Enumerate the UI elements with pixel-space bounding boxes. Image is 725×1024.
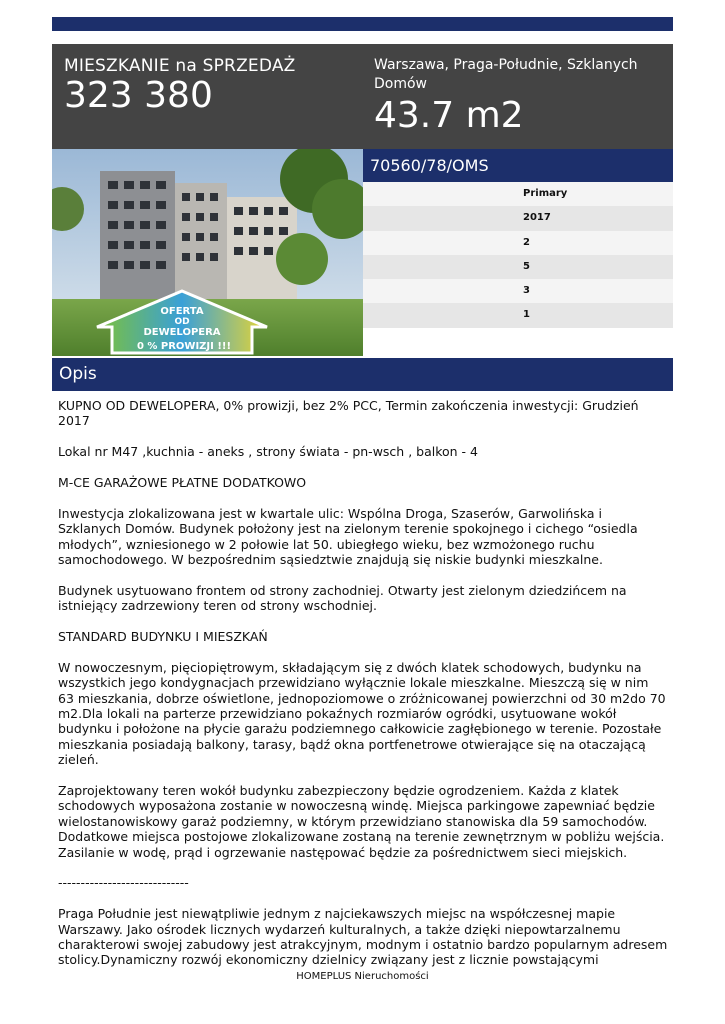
header-left — [64, 56, 354, 116]
listing-price: 323 380 — [64, 75, 213, 116]
description-heading-label: Opis — [59, 364, 97, 384]
badge-line2: OD — [174, 317, 190, 327]
description-paragraph: W nowoczesnym, pięciopiętrowym, składającym się z dwóch klatek schodowych, budynku na wszystkich jego kondygnacjach przewidziano wyłącznie lokale mieszkalne. Mieszczą się w nim 63 mieszkania, dobrze oświetlone, jednopoziomowe o zróżnicowanej powierzchni od 30 m2do 70 m2.Dla lokali na parterze przewidziano pokaźnych rozmiarów ogródki, usytuowane wokół budynku i położone na płycie garażu podziemnego całkowicie zagłębionego w terenie. Pozostałe mieszkania posiadają balkony, tarasy, bądź okna portfenetrowe otwierające się na otaczającą zieleń. — [58, 659, 666, 768]
badge-line1: OFERTA — [160, 306, 204, 317]
description-paragraph: M-CE GARAŻOWE PŁATNE DODATKOWO — [58, 475, 307, 490]
detail-row: 3 — [363, 279, 673, 303]
description-heading — [52, 358, 673, 391]
listing-details — [363, 149, 673, 328]
detail-row: 5 — [363, 255, 673, 279]
detail-row: Primary — [363, 182, 673, 206]
header-right — [374, 56, 669, 136]
page-footer: HOMEPLUS Nieruchomości — [296, 971, 429, 982]
description-divider: ----------------------------- — [58, 875, 189, 891]
property-photo — [52, 149, 363, 356]
property-photo-illustration — [52, 149, 363, 356]
listing-area: 43.7 m2 — [374, 95, 524, 136]
listing-header — [52, 44, 673, 149]
detail-row: 2017 — [363, 206, 673, 230]
description-paragraph: KUPNO OD DEWELOPERA, 0% prowizji, bez 2% PCC, Termin zakończenia inwestycji: Grudzień 2017 — [58, 398, 639, 429]
badge-line4: 0 % PROWIZJI !!! — [136, 341, 232, 352]
description-paragraph: Praga Południe jest niewątpliwie jednym z najciekawszych miejsc na współczesnej mapie Warszawy. Jako ośrodek licznych wydarzeń kulturalnych, a także dzięki niepowtarzalnemu charakterowi swojej zabudowy jest atrakcyjnym, modnym i ostatnio bardzo popularnym adresem stolicy.Dynamiczny rozwój ekonomiczny dzielnicy związany jest z licznie powstającymi — [58, 906, 668, 968]
detail-row: 2 — [363, 231, 673, 255]
description-paragraph: Inwestycja zlokalizowana jest w kwartale ulic: Wspólna Droga, Szaserów, Garwolińska i Szklanych Domów. Budynek położony jest na zielonym terenie spokojnego i cichego “osiedla młodych”, wzniesionego w 2 połowie lat 50. ubiegłego wieku, bez wzmożonego ruchu samochodowego. W bezpośrednim sąsiedztwie znajdują się niskie budynki mieszkalne. — [58, 505, 638, 568]
description-body — [58, 398, 668, 983]
description-paragraph: STANDARD BUDYNKU I MIESZKAŃ — [58, 629, 268, 645]
listing-location: Warszawa, Praga-Południe, Szklanych Domów — [374, 57, 638, 92]
description-paragraph: Lokal nr M47 ,kuchnia - aneks , strony świata - pn-wsch , balkon - 4 — [58, 444, 478, 460]
listing-type: MIESZKANIE na SPRZEDAŻ — [64, 56, 296, 76]
description-paragraph: Zaprojektowany teren wokół budynku zabezpieczony będzie ogrodzeniem. Każda z klatek schodowych wyposażona zostanie w nowoczesną windę. Miejsca parkingowe zapewniać będzie wielostanowiskowy garaż podziemny, w którym przewidziano stanowiska dla 59 samochodów. Dodatkowe miejsca postojowe zlokalizowane zostaną na terenie zewnętrznym w pobliżu wejścia. Zasilanie w wodę, prąd i ogrzewanie następować będzie za pośrednictwem sieci miejskich. — [58, 783, 665, 860]
detail-row: 1 — [363, 303, 673, 327]
top-accent-bar — [52, 17, 673, 31]
description-paragraph: Budynek usytuowano frontem od strony zachodniej. Otwarty jest zielonym dziedzińcem na istniejący zadrzewiony teren od strony wschodniej. — [58, 582, 627, 614]
listing-code: 70560/78/OMS — [363, 149, 673, 182]
badge-line3: DEWELOPERA — [143, 327, 221, 338]
